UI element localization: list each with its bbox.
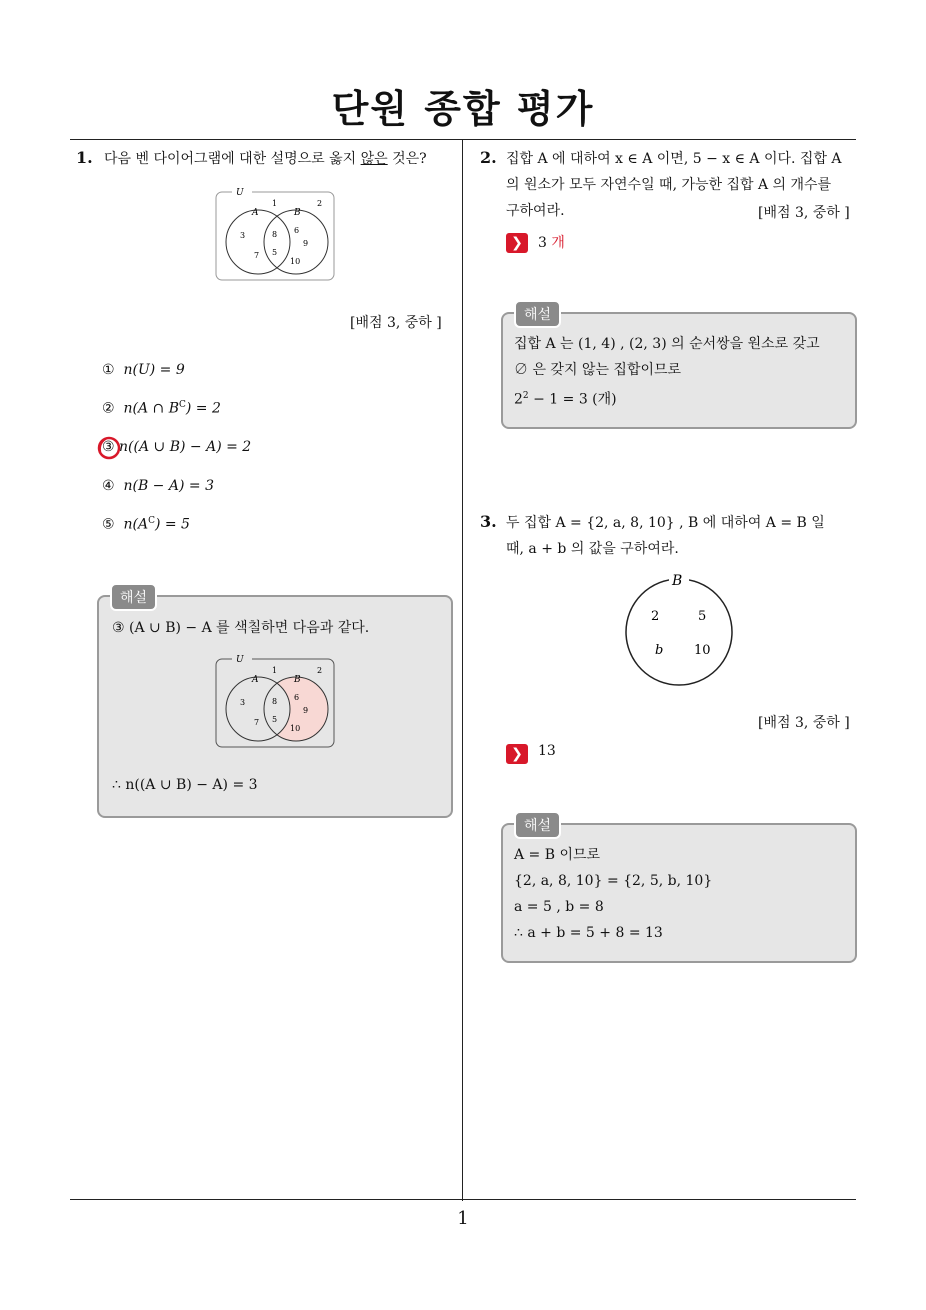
q1-option-3[interactable] — [102, 439, 251, 455]
q3-answer: 13 — [538, 743, 556, 759]
venn-outside-2: 2 — [317, 666, 323, 675]
q2-solution-line3 — [514, 383, 617, 413]
venn-a-7: 7 — [254, 718, 260, 727]
venn-b-9: 9 — [303, 239, 309, 248]
q3-set-diagram — [622, 570, 738, 690]
q2-sol3-base: 2 — [514, 391, 523, 408]
bottom-rule — [70, 1199, 856, 1200]
answer-arrow-icon: ❯ — [506, 233, 528, 253]
venn-both-5: 5 — [272, 248, 278, 257]
option-mark-wrap — [102, 439, 115, 455]
q2-solution-line2: ∅ 은 갖지 않는 집합이므로 — [514, 362, 682, 378]
venn-b-9: 9 — [303, 706, 309, 715]
q2-line1: 집합 A 에 대하여 x ∈ A 이면, 5 − x ∈ A 이다. 집합 A — [506, 151, 842, 167]
q2-number: 2. — [480, 148, 497, 167]
venn-both-8: 8 — [272, 697, 278, 706]
q3-element-b: b — [655, 643, 664, 658]
selected-answer-circle-icon — [96, 434, 124, 462]
venn-outside-2: 2 — [317, 199, 323, 208]
venn-outside-1: 1 — [272, 199, 278, 208]
venn-outside-1: 1 — [272, 666, 278, 675]
q1-solution-tag: 해설 — [110, 583, 157, 611]
q1-number: 1. — [76, 148, 93, 167]
answer-arrow-icon: ❯ — [506, 744, 528, 764]
q1-solution-line2: ∴ n((A ∪ B) − A) = 3 — [112, 777, 258, 793]
q1-venn-diagram — [214, 186, 338, 284]
q1-text-before: 다음 벤 다이어그램에 대한 설명으로 옳지 — [104, 151, 361, 167]
venn-a-3: 3 — [240, 698, 246, 707]
q2-answer-num: 3 — [538, 235, 547, 251]
q1-solution-line1: ③ (A ∪ B) − A 를 색칠하면 다음과 같다. — [112, 620, 370, 636]
venn-label-b: B — [294, 675, 301, 685]
q3-element-10: 10 — [694, 643, 711, 658]
venn-b-6: 6 — [294, 693, 300, 702]
top-rule — [70, 139, 856, 140]
option-expr: n(A — [123, 516, 149, 533]
q1-text-underlined: 않은 — [360, 151, 388, 167]
q2-answer — [538, 232, 565, 252]
q3-number: 3. — [480, 512, 497, 531]
option-expr: n(U) = 9 — [123, 362, 185, 378]
page-title: 단원 종합 평가 — [331, 87, 595, 131]
q3-solution-line2: {2, a, 8, 10} = {2, 5, b, 10} — [514, 873, 713, 889]
venn-b-10: 10 — [290, 257, 301, 266]
venn-label-u: U — [236, 655, 244, 665]
option-sup: C — [148, 516, 155, 526]
q1-question — [104, 146, 427, 172]
option-mark: ③ — [102, 439, 115, 455]
q1-solution-venn — [214, 653, 338, 751]
option-mark: ② — [102, 400, 115, 417]
q3-solution-line3: a = 5 , b = 8 — [514, 899, 604, 915]
venn-both-5: 5 — [272, 715, 278, 724]
venn-b-6: 6 — [294, 226, 300, 235]
q2-line3: 구하여라. — [506, 203, 565, 219]
venn-a-7: 7 — [254, 251, 260, 260]
venn-label-b: B — [294, 208, 301, 218]
option-expr: n(B − A) = 3 — [123, 478, 214, 494]
option-mark: ④ — [102, 478, 115, 494]
q3-line1: 두 집합 A = {2, a, 8, 10} , B 에 대하여 A = B 일 — [506, 515, 825, 531]
q2-score: [배점 3, 중하 ] — [758, 205, 850, 221]
venn-b-10: 10 — [290, 724, 301, 733]
q1-option-5[interactable] — [102, 516, 190, 533]
q1-option-1[interactable] — [102, 362, 185, 378]
q2-solution-line1: 집합 A 는 (1, 4) , (2, 3) 의 순서쌍을 원소로 갖고 — [514, 336, 820, 352]
venn-label-a: A — [252, 208, 259, 218]
option-expr: n((A ∪ B) − A) = 2 — [119, 439, 252, 455]
venn-label-a: A — [252, 675, 259, 685]
venn-a-3: 3 — [240, 231, 246, 240]
q1-option-4[interactable] — [102, 478, 214, 494]
option-tail: ) = 2 — [185, 400, 221, 417]
q1-text-after: 것은? — [387, 151, 427, 167]
q2-solution-tag: 해설 — [514, 300, 561, 328]
column-divider — [462, 139, 463, 1201]
q3-solution-line4: ∴ a + b = 5 + 8 = 13 — [514, 925, 663, 941]
option-mark: ⑤ — [102, 516, 115, 533]
q3-element-2: 2 — [651, 609, 660, 624]
q1-option-2[interactable] — [102, 400, 221, 417]
option-expr: n(A ∩ B — [123, 400, 179, 417]
q1-score: [배점 3, 중하 ] — [350, 315, 442, 331]
q3-line2: 때, a + b 의 값을 구하여라. — [506, 541, 679, 557]
q2-sol3-rest: − 1 = 3 (개) — [528, 391, 617, 408]
option-mark: ① — [102, 362, 115, 378]
venn-label-u: U — [236, 188, 244, 198]
q3-element-5: 5 — [698, 609, 707, 624]
q2-answer-unit: 개 — [551, 235, 565, 251]
q3-score: [배점 3, 중하 ] — [758, 715, 850, 731]
venn-both-8: 8 — [272, 230, 278, 239]
q2-sol3-sup: 2 — [522, 391, 529, 401]
q3-circle-label: B — [672, 573, 683, 589]
option-tail: ) = 5 — [154, 516, 190, 533]
q3-solution-line1: A = B 이므로 — [514, 847, 601, 863]
q2-line2: 의 원소가 모두 자연수일 때, 가능한 집합 A 의 개수를 — [506, 177, 832, 193]
q3-solution-tag: 해설 — [514, 811, 561, 839]
page-number: 1 — [457, 1208, 469, 1229]
option-sup: C — [178, 400, 186, 410]
